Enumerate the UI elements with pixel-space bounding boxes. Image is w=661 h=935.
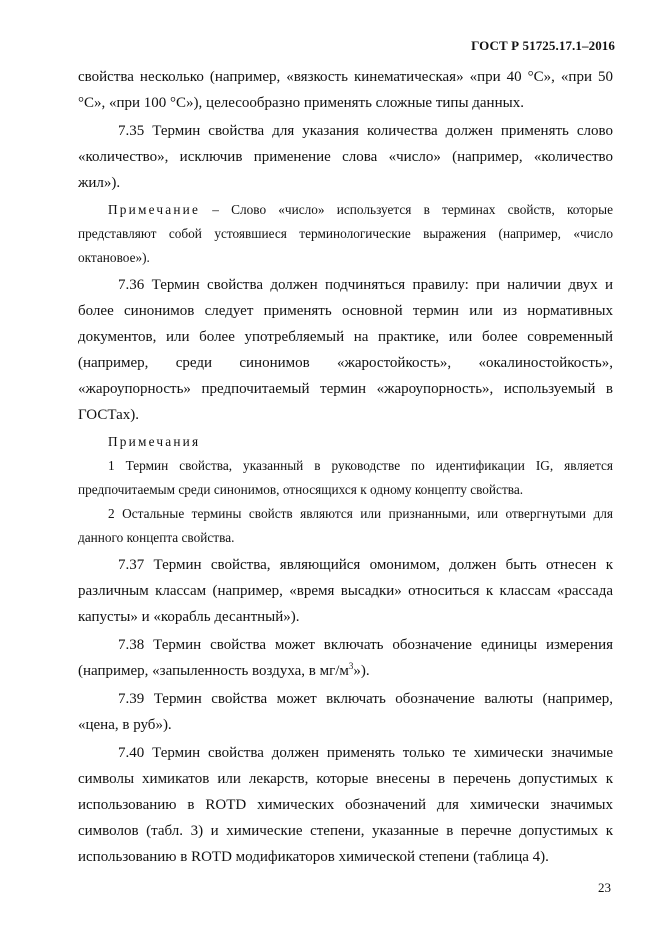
page-number: 23 xyxy=(598,880,611,895)
paragraph-continuation: свойства несколько (например, «вязкость кинематическая» «при 40 °С», «при 50 °С», «при 100 °С»), целесообразно применять сложные типы данных. xyxy=(78,69,613,111)
note-7-35 xyxy=(78,198,613,270)
notes-heading xyxy=(78,430,613,454)
paragraph-7-37: 7.37 Термин свойства, являющийся омонимом, должен быть отнесен к различным классам (например, «время высадки» относиться к классам «рассада капусты» и «корабль десантный»). xyxy=(78,557,613,625)
note-label: Примечание xyxy=(108,202,201,217)
paragraph-7-38 xyxy=(78,632,613,684)
paragraph-7-36: 7.36 Термин свойства должен подчиняться правилу: при наличии двух и более синонимов следует применять основной термин или из нормативных документов, или более употребляемый на практике, или более современный (например, среди синонимов «жаростойкость», «окалиностойкость», «жароупорность» предпочитаемый термин «жароупорность», используемый в ГОСТах). xyxy=(78,277,613,423)
notes-label: Примечания xyxy=(108,434,201,449)
paragraph-7-39: 7.39 Термин свойства может включать обозначение валюты (например, «цена, в руб»). xyxy=(78,691,613,733)
paragraph-7-35: 7.35 Термин свойства для указания количества должен применять слово «количество», исключив применение слова «число» (например, «количество жил»). xyxy=(78,123,613,191)
standard-header: ГОСТ Р 51725.17.1–2016 xyxy=(471,38,615,53)
superscript-3: 3 xyxy=(348,661,354,671)
paragraph-7-38-end: »). xyxy=(353,663,370,679)
note-text: – Слово «число» используется в терминах свойств, которые представляют собой устоявшиеся терминологические выражения (например, «число октановое»). xyxy=(78,202,613,265)
note-1: 1 Термин свойства, указанный в руководстве по идентификации IG, является предпочитаемым среди синонимов, относящихся к одному концепту свойства. xyxy=(78,458,613,497)
note-2: 2 Остальные термины свойств являются или признанными, или отвергнутыми для данного концепта свойства. xyxy=(78,506,613,545)
paragraph-7-38-text: 7.38 Термин свойства может включать обозначение единицы измерения (например, «запыленность воздуха, в мг/м xyxy=(78,637,613,679)
document-body xyxy=(78,64,613,870)
paragraph-7-40: 7.40 Термин свойства должен применять только те химически значимые символы химикатов или лекарств, которые внесены в перечень допустимых к использованию в ROTD химических обозначений для химически значимых символов (табл. 3) и химические степени, указанные в перечне допустимых к использованию в ROTD модификаторов химической степени (таблица 4). xyxy=(78,745,613,865)
